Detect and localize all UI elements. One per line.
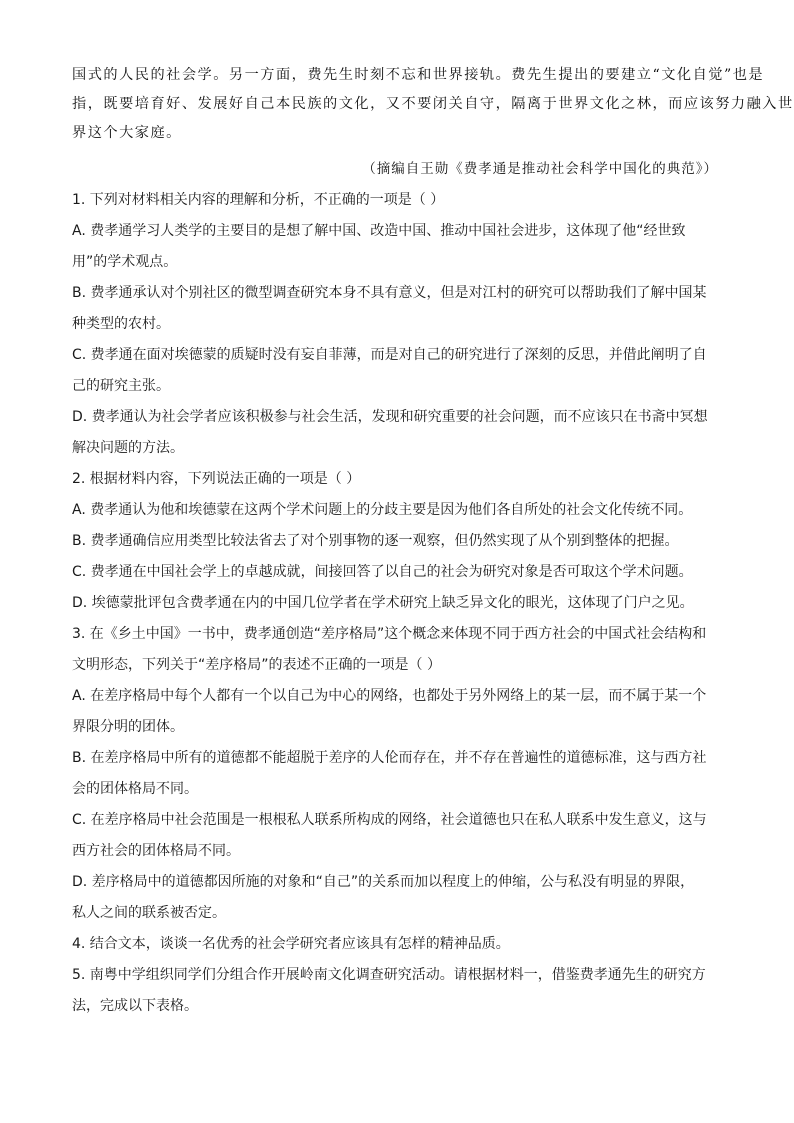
question-3-option-b-cont: 会的团体格局不同。 [72, 781, 198, 797]
question-2-option-c: C. 费孝通在中国社会学上的卓越成就，间接回答了以自己的社会为研究对象是否可取这个学术问题。 [72, 564, 693, 580]
question-3-option-c-cont: 西方社会的团体格局不同。 [72, 843, 240, 859]
questions-section [72, 185, 724, 1022]
question-3-option-d-cont: 私人之间的联系被否定。 [72, 905, 226, 921]
passage-line: 界这个大家庭。 [72, 125, 182, 141]
passage-line: 国式的人民的社会学。另一方面，费先生时刻不忘和世界接轨。费先生提出的要建立“文化自觉”也是 [72, 67, 765, 83]
question-3-option-a: A. 在差序格局中每个人都有一个以自己为中心的网络，也都处于另外网络上的某一层，而不属于某一个 [72, 688, 707, 704]
question-3-option-a-cont: 界限分明的团体。 [72, 719, 184, 735]
question-2-stem: 2. 根据材料内容，下列说法正确的一项是（ ） [72, 471, 361, 487]
question-2-option-d: D. 埃德蒙批评包含费孝通在内的中国几位学者在学术研究上缺乏异文化的眼光，这体现了门户之见。 [72, 595, 694, 611]
passage-line: 指，既要培育好、发展好自己本民族的文化，又不要闭关自守，隔离于世界文化之林，而应该努力融入世 [72, 96, 794, 112]
passage-end-paragraph [72, 61, 794, 148]
question-1-stem: 1. 下列对材料相关内容的理解和分析，不正确的一项是（ ） [72, 192, 445, 208]
question-3-option-d: D. 差序格局中的道德都因所施的对象和“自己”的关系而加以程度上的伸缩，公与私没有明显的界限， [72, 874, 695, 890]
question-1-option-c-cont: 己的研究主张。 [72, 378, 170, 394]
question-5-stem-cont: 法，完成以下表格。 [72, 998, 198, 1014]
question-1-option-b: B. 费孝通承认对个别社区的微型调查研究本身不具有意义，但是对江村的研究可以帮助我们了解中国某 [72, 285, 707, 301]
question-1-option-a-cont: 用”的学术观点。 [72, 254, 178, 270]
question-3-stem: 3. 在《乡土中国》一书中，费孝通创造“差序格局”这个概念来体现不同于西方社会的中国式社会结构和 [72, 626, 707, 642]
question-2-option-b: B. 费孝通确信应用类型比较法省去了对个别事物的逐一观察，但仍然实现了从个别到整体的把握。 [72, 533, 679, 549]
question-1-option-c: C. 费孝通在面对埃德蒙的质疑时没有妄自菲薄，而是对自己的研究进行了深刻的反思，并借此阐明了自 [72, 347, 707, 363]
question-1-option-d: D. 费孝通认为社会学者应该积极参与社会生活，发现和研究重要的社会问题，而不应该只在书斋中冥想 [72, 409, 708, 425]
question-2-option-a: A. 费孝通认为他和埃德蒙在这两个学术问题上的分歧主要是因为他们各自所处的社会文化传统不同。 [72, 502, 693, 518]
question-3-stem-cont: 文明形态，下列关于“差序格局”的表述不正确的一项是（ ） [72, 657, 441, 673]
passage-source: （摘编自王勋《费孝通是推动社会科学中国化的典范》） [362, 161, 718, 177]
question-3-option-b: B. 在差序格局中所有的道德都不能超脱于差序的人伦而存在，并不存在普遍性的道德标准，这与西方社 [72, 750, 707, 766]
question-1-option-d-cont: 解决问题的方法。 [72, 440, 184, 456]
question-1-option-a: A. 费孝通学习人类学的主要目的是想了解中国、改造中国、推动中国社会进步，这体现了他“经世致 [72, 223, 686, 239]
question-5-stem: 5. 南粤中学组织同学们分组合作开展岭南文化调查研究活动。请根据材料一，借鉴费孝通先生的研究方 [72, 967, 706, 983]
question-1-option-b-cont: 种类型的农村。 [72, 316, 170, 332]
question-3-option-c: C. 在差序格局中社会范围是一根根私人联系所构成的网络，社会道德也只在私人联系中发生意义，这与 [72, 812, 707, 828]
question-4-stem: 4. 结合文本，谈谈一名优秀的社会学研究者应该具有怎样的精神品质。 [72, 936, 510, 952]
